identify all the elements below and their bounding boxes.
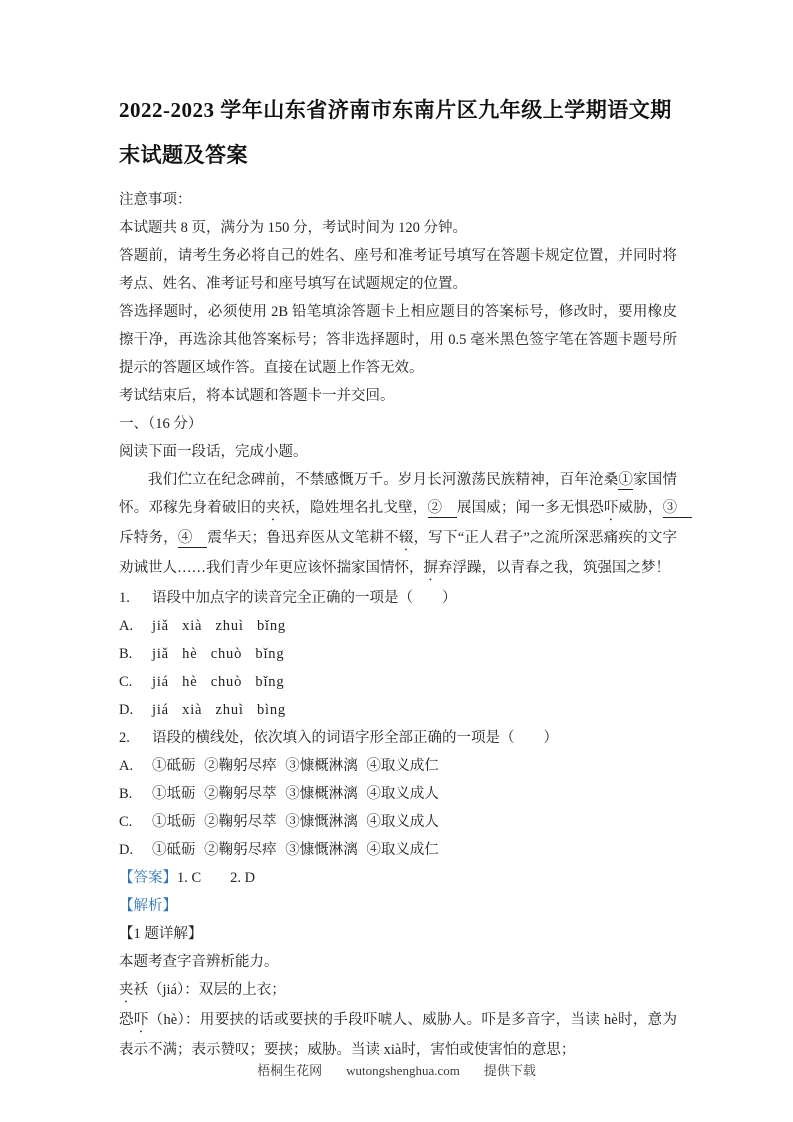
analysis-line xyxy=(119,1006,677,1064)
option-text: ①砥砺 ②鞠躬尽瘁 ③慷概淋漓 ④取义成仁 xyxy=(152,758,439,774)
notice-heading: 注意事项： xyxy=(119,192,192,208)
section-heading: 一、（16 分） xyxy=(119,416,203,432)
detail-heading: 【1 题详解】 xyxy=(119,926,203,942)
text-segment: 袄，隐姓埋名扎戈壁， xyxy=(280,500,428,516)
emphasized-char: 辍 xyxy=(398,530,414,546)
emphasized-char: 夹 xyxy=(265,500,281,516)
question-stem-text: 语段中加点字的读音完全正确的一项是（ ） xyxy=(152,590,457,606)
option-row xyxy=(119,640,677,668)
option-row xyxy=(119,752,677,780)
notice-line: 答选择题时，必须使用 2B 铅笔填涂答题卡上相应题目的答案标号，修改时，要用橡皮擦干净，再选涂其他答案标号；答非选择题时，用 0.5 毫米黑色签字笔在答题卡题号所提示的答题区域作答。直接在试题上作答无效。 xyxy=(119,304,677,376)
analysis-label-line xyxy=(119,892,677,920)
question-2 xyxy=(119,724,677,864)
text-segment: （hè）：用要挟的话或要挟的手段吓唬人、威胁人。吓是多音字，当读 hè时，意为表示不满；表示赞叹；要挟；威胁。当读 xià时，害怕或使害怕的意思； xyxy=(119,1012,678,1058)
footer-site-name: 梧桐生花网 xyxy=(257,1063,323,1078)
option-label: D. xyxy=(119,702,134,718)
option-text: jiá xià zhuì bìng xyxy=(152,702,286,718)
notice-line: 本试题共 8 页，满分为 150 分，考试时间为 120 分钟。 xyxy=(119,220,467,236)
text-segment: ，写下“正人君子”之流所深恶痛疾的文字劝诫世人……我们青少年更应该怀揣家国情怀， xyxy=(119,530,678,576)
option-row xyxy=(119,668,677,696)
option-row xyxy=(119,780,677,808)
answer-text: 1. C 2. D xyxy=(177,870,256,886)
text-segment: 家国情怀。邓稼先身着破旧的 xyxy=(119,472,678,516)
emphasized-char: 夹 xyxy=(119,982,134,998)
question-1 xyxy=(119,584,677,724)
blank-underline: ④ xyxy=(177,530,208,546)
analysis-line xyxy=(119,976,677,1006)
answer-label: 【答案】 xyxy=(119,870,177,886)
reading-prompt: 阅读下面一段话，完成小题。 xyxy=(119,444,308,460)
text-segment: 展国威；闻一多无惧恐 xyxy=(456,500,604,516)
option-text: jiǎ hè chuò bǐng xyxy=(152,646,285,662)
option-text: ①砥砺 ②鞠躬尽瘁 ③慷慨淋漓 ④取义成仁 xyxy=(152,842,439,858)
option-text: ①坻砺 ②鞠躬尽萃 ③慷慨淋漓 ④取义成人 xyxy=(152,814,439,830)
option-row xyxy=(119,808,677,836)
option-text: ①坻砺 ②鞠躬尽萃 ③慷概淋漓 ④取义成人 xyxy=(152,786,439,802)
emphasized-char: 吓 xyxy=(133,1012,149,1028)
text-segment: 恐 xyxy=(119,1012,134,1028)
page-title: 2022-2023 学年山东省济南市东南片区九年级上学期语文期末试题及答案 xyxy=(119,98,672,167)
option-label: A. xyxy=(119,618,134,634)
footer-site-url: wutongshenghua.com xyxy=(346,1063,460,1078)
blank-underline: ② xyxy=(427,500,457,516)
option-row xyxy=(119,612,677,640)
text-segment: 威胁， xyxy=(618,500,663,516)
emphasized-char: 摒 xyxy=(423,560,438,576)
footer-download-text: 提供下载 xyxy=(483,1063,536,1078)
analysis-label: 【解析】 xyxy=(119,898,177,914)
document-content xyxy=(119,88,692,1064)
option-text: jiá hè chuò bǐng xyxy=(152,674,285,690)
emphasized-char: 吓 xyxy=(603,500,619,516)
option-label: C. xyxy=(119,814,133,830)
question-number: 2. xyxy=(119,730,130,746)
option-label: B. xyxy=(119,646,133,662)
text-segment: 弃浮躁，以青春之我，筑强国之梦！ xyxy=(438,560,670,576)
option-row xyxy=(119,696,677,724)
option-text: jiǎ xià zhuì bǐng xyxy=(152,618,286,634)
question-number: 1. xyxy=(119,590,130,606)
text-segment: 震华天；鲁迅弃医从文笔耕不 xyxy=(207,530,399,546)
notice-line: 考试结束后，将本试题和答题卡一并交回。 xyxy=(119,388,395,404)
analysis-intro: 本题考查字音辨析能力。 xyxy=(119,954,279,970)
text-segment: 斥特务， xyxy=(119,530,178,546)
question-stem-text: 语段的横线处，依次填入的词语字形全部正确的一项是（ ） xyxy=(152,730,558,746)
text-segment: 袄（jiá）：双层的上衣； xyxy=(133,982,286,998)
text-segment: 我们伫立在纪念碑前，不禁感慨万千。岁月长河激荡民族精神，百年沧桑 xyxy=(148,472,619,488)
blank-underline: ③ xyxy=(662,500,692,516)
question-stem xyxy=(119,724,677,752)
notice-line: 答题前，请考生务必将自己的姓名、座号和准考证号填写在答题卡规定位置，并同时将考点、姓名、准考证号和座号填写在试题规定的位置。 xyxy=(119,248,677,292)
blank-underline: ① xyxy=(618,472,634,488)
option-label: C. xyxy=(119,674,133,690)
reading-passage xyxy=(119,466,692,584)
option-row xyxy=(119,836,677,864)
answer-line xyxy=(119,864,677,892)
option-label: D. xyxy=(119,842,134,858)
option-label: B. xyxy=(119,786,133,802)
question-stem xyxy=(119,584,677,612)
option-label: A. xyxy=(119,758,134,774)
page-footer xyxy=(0,1062,793,1080)
